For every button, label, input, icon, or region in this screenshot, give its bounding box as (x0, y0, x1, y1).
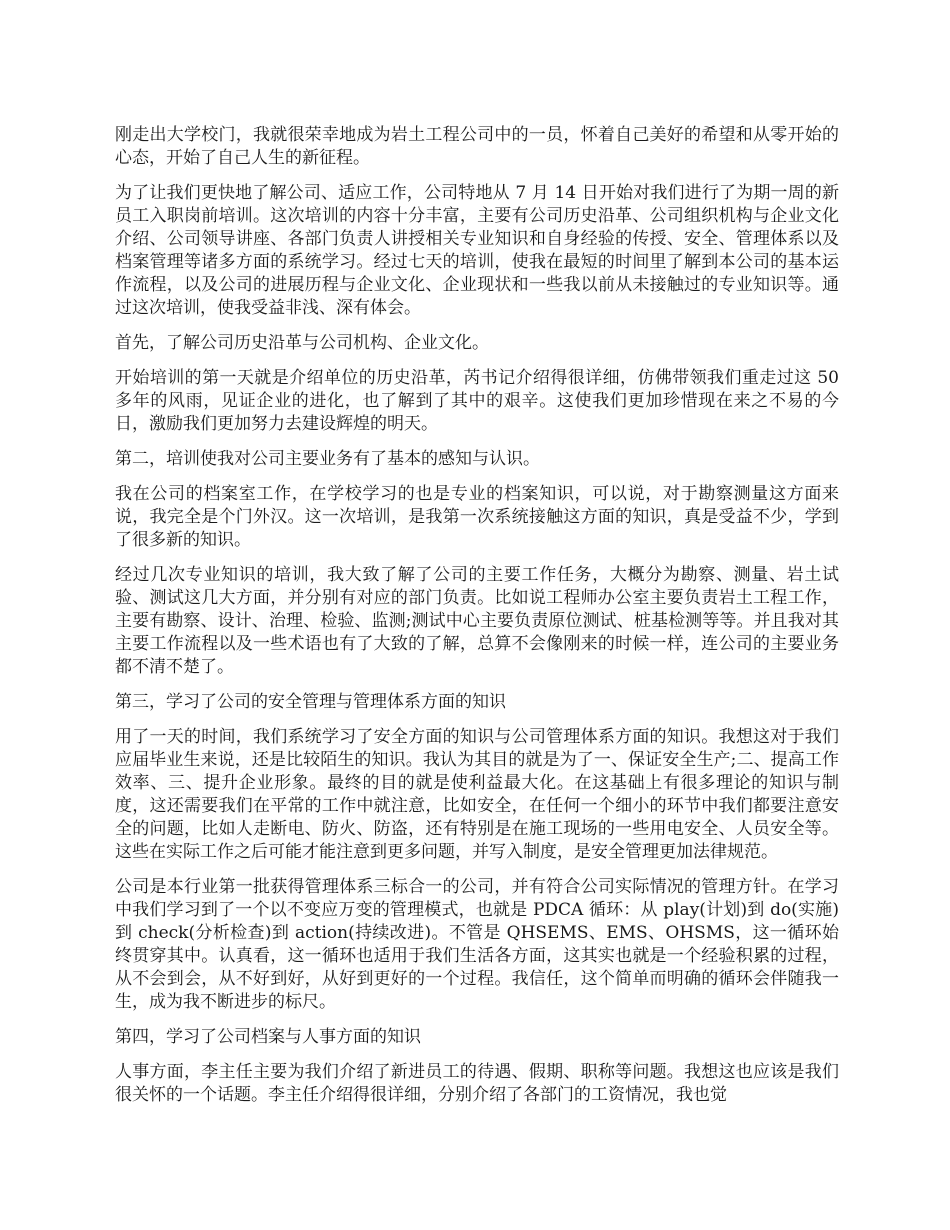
paragraph-history: 开始培训的第一天就是介绍单位的历史沿革，芮书记介绍得很详细，仿佛带领我们重走过这 50 多年的风雨，见证企业的进化，也了解到了其中的艰辛。这使我们更加珍惜现在来之不易的今日，激励我们更加努力去建设辉煌的明天。 (115, 368, 839, 434)
paragraph-intro: 刚走出大学校门，我就很荣幸地成为岩土工程公司中的一员，怀着自己美好的希望和从零开始的心态，开始了自己人生的新征程。 (115, 125, 839, 168)
paragraph-heading-fourth: 第四，学习了公司档案与人事方面的知识 (115, 1027, 421, 1047)
paragraph-business: 经过几次专业知识的培训，我大致了解了公司的主要工作任务，大概分为勘察、测量、岩土试验、测试这几大方面，并分别有对应的部门负责。比如说工程师办公室主要负责岩土工程工作，主要有勘察、设计、治理、检验、监测;测试中心主要负责原位测试、桩基检测等等。并且我对其主要工作流程以及一些术语也有了大致的了解，总算不会像刚来的时候一样，连公司的主要业务都不清不楚了。 (115, 565, 839, 677)
paragraph-heading-second: 第二，培训使我对公司主要业务有了基本的感知与认识。 (115, 449, 540, 469)
paragraph-heading-third: 第三，学习了公司的安全管理与管理体系方面的知识 (115, 692, 506, 712)
paragraph-personnel: 人事方面，李主任主要为我们介绍了新进员工的待遇、假期、职称等问题。我想这也应该是我们很关怀的一个话题。李主任介绍得很详细，分别介绍了各部门的工资情况，我也觉 (115, 1062, 839, 1105)
document-page (115, 124, 839, 1119)
paragraph-training-overview: 为了让我们更快地了解公司、适应工作，公司特地从 7 月 14 日开始对我们进行了为期一周的新员工入职岗前培训。这次培训的内容十分丰富，主要有公司历史沿革、公司组织机构与企业文化介绍、公司领导讲座、各部门负责人讲授相关专业知识和自身经验的传授、安全、管理体系以及档案管理等诸多方面的系统学习。经过七天的培训，使我在最短的时间里了解到本公司的基本运作流程，以及公司的进展历程与企业文化、企业现状和一些我以前从未接触过的专业知识等。通过这次培训，使我受益非浅、深有体会。 (115, 183, 839, 318)
paragraph-pdca: 公司是本行业第一批获得管理体系三标合一的公司，并有符合公司实际情况的管理方针。在学习中我们学习到了一个以不变应万变的管理模式，也就是 PDCA 循环：从 play(计划)到 do(实施)到 check(分析检查)到 action(持续改进)。不管是 QHSEMS、EMS、OHSMS，这一循环始终贯穿其中。认真看，这一循环也适用于我们生活各方面，这其实也就是一个经验积累的过程，从不会到会，从不好到好，从好到更好的一个过程。我信任，这个简单而明确的循环会伴随我一生，成为我不断进步的标尺。 (115, 877, 839, 1012)
paragraph-safety: 用了一天的时间，我们系统学习了安全方面的知识与公司管理体系方面的知识。我想这对于我们应届毕业生来说，还是比较陌生的知识。我认为其目的就是为了一、保证安全生产;二、提高工作效率、三、提升企业形象。最终的目的就是使利益最大化。在这基础上有很多理论的知识与制度，这还需要我们在平常的工作中就注意，比如安全，在任何一个细小的环节中我们都要注意安全的问题，比如人走断电、防火、防盗，还有特别是在施工现场的一些用电安全、人员安全等。这些在实际工作之后可能才能注意到更多问题，并写入制度，是安全管理更加法律规范。 (115, 727, 839, 862)
paragraph-heading-first: 首先，了解公司历史沿革与公司机构、企业文化。 (115, 333, 489, 353)
paragraph-archive-work: 我在公司的档案室工作，在学校学习的也是专业的档案知识，可以说，对于勘察测量这方面来说，我完全是个门外汉。这一次培训，是我第一次系统接触这方面的知识，真是受益不少，学到了很多新的知识。 (115, 484, 839, 550)
